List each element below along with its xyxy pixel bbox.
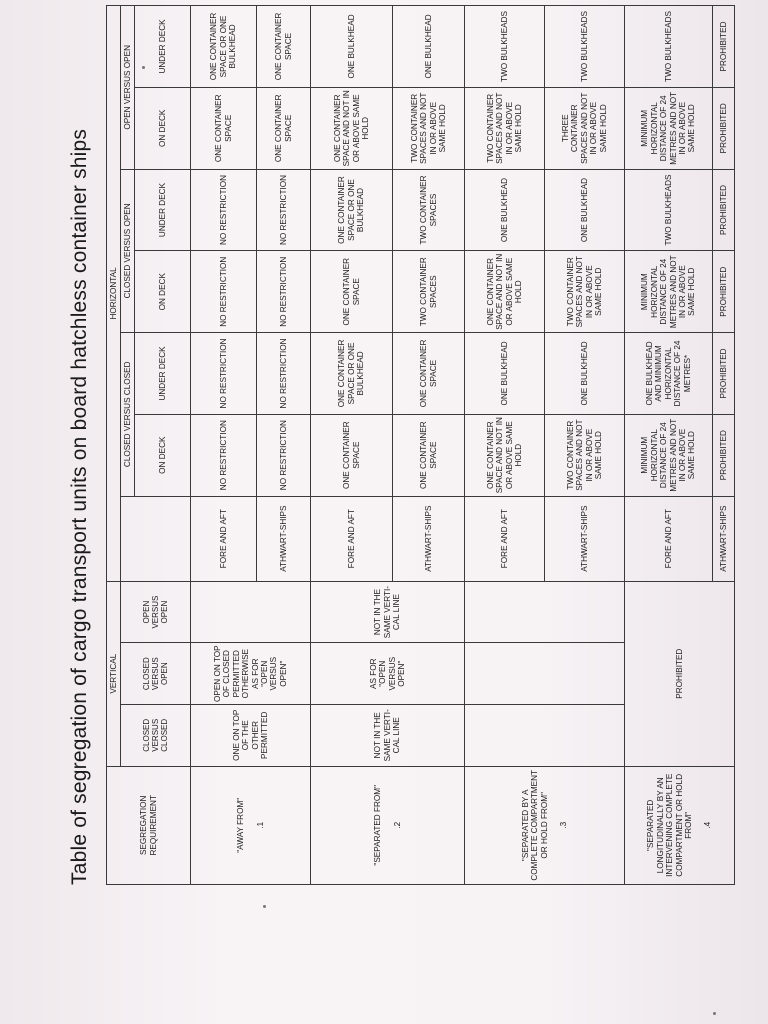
header-on-deck: ON DECK — [135, 87, 191, 169]
cell: ONE CONTAINER SPACE — [257, 6, 311, 88]
scan-speck — [263, 905, 266, 908]
requirement-number: .3 — [558, 821, 568, 829]
header-v-closed-closed: CLOSED VERSUS CLOSED — [121, 704, 191, 766]
cell: ONE BULKHEAD — [465, 169, 545, 251]
cell: NO RESTRICTION — [191, 414, 257, 496]
cell: ONE BULKHEAD — [393, 6, 465, 88]
header-under-deck: UNDER DECK — [135, 6, 191, 88]
cell: ONE CONTAINER SPACE AND NOT IN OR ABOVE SAME HOLD — [465, 414, 545, 496]
vertical-closed-closed-cell: ONE ON TOP OF THE OTHER PERMITTED — [191, 704, 311, 766]
direction-cell: FORE AND AFT — [311, 496, 393, 581]
direction-cell: ATHWART-SHIPS — [713, 496, 735, 581]
requirement-cell — [465, 766, 625, 884]
cell: TWO CONTAINER SPACES AND NOT IN OR ABOVE SAME HOLD — [465, 87, 545, 169]
vertical-closed-closed-cell — [465, 704, 625, 766]
header-under-deck: UNDER DECK — [135, 169, 191, 251]
table-row — [311, 6, 393, 885]
cell: PROHIBITED — [713, 251, 735, 333]
cell: TWO BULKHEADS — [625, 169, 713, 251]
direction-cell: FORE AND AFT — [465, 496, 545, 581]
cell: ONE BULKHEAD — [545, 333, 625, 415]
cell: TWO CONTAINER SPACES AND NOT IN OR ABOVE SAME HOLD — [545, 414, 625, 496]
requirement-label: "SEPARATED BY A COMPLETE COMPARTMENT OR HOLD FROM" — [520, 769, 549, 881]
cell: PROHIBITED — [713, 169, 735, 251]
cell: ONE CONTAINER SPACE OR ONE BULKHEAD — [191, 6, 257, 88]
vertical-prohibited-cell: PROHIBITED — [625, 581, 735, 766]
cell: ONE BULKHEAD — [311, 6, 393, 88]
cell: ONE BULKHEAD — [465, 333, 545, 415]
cell: ONE CONTAINER SPACE — [311, 414, 393, 496]
cell: NO RESTRICTION — [257, 169, 311, 251]
direction-cell: FORE AND AFT — [625, 496, 713, 581]
cell: ONE CONTAINER SPACE — [191, 87, 257, 169]
cell: PROHIBITED — [713, 414, 735, 496]
table-row — [625, 6, 713, 885]
vertical-closed-open-cell: AS FOR "OPEN VERSUS OPEN" — [311, 643, 465, 705]
cell: MINIMUM HORIZONTAL DISTANCE OF 24 METRES AND NOT IN OR ABOVE SAME HOLD — [625, 414, 713, 496]
header-h-closed-closed: CLOSED VERSUS CLOSED — [121, 333, 135, 496]
vertical-open-open-cell — [191, 581, 311, 643]
cell: TWO CONTAINER SPACES AND NOT IN OR ABOVE SAME HOLD — [393, 87, 465, 169]
segregation-table — [106, 5, 735, 885]
cell: NO RESTRICTION — [191, 333, 257, 415]
header-segregation-requirement: SEGREGATION REQUIREMENT — [107, 766, 191, 884]
cell: NO RESTRICTION — [191, 251, 257, 333]
cell: TWO CONTAINER SPACES — [393, 251, 465, 333]
cell: ONE CONTAINER SPACE OR ONE BULKHEAD — [311, 169, 393, 251]
cell: ONE CONTAINER SPACE — [311, 251, 393, 333]
header-under-deck: UNDER DECK — [135, 333, 191, 415]
cell: ONE CONTAINER SPACE OR ONE BULKHEAD — [311, 333, 393, 415]
cell: TWO CONTAINER SPACES — [393, 169, 465, 251]
cell: TWO BULKHEADS — [545, 6, 625, 88]
requirement-label: "SEPARATED FROM" — [373, 785, 383, 866]
direction-cell: ATHWART-SHIPS — [257, 496, 311, 581]
direction-cell: ATHWART-SHIPS — [545, 496, 625, 581]
cell: TWO BULKHEADS — [625, 6, 713, 88]
vertical-closed-open-cell — [465, 643, 625, 705]
cell: TWO CONTAINER SPACES AND NOT IN OR ABOVE SAME HOLD — [545, 251, 625, 333]
cell: ONE CONTAINER SPACE AND NOT IN OR ABOVE SAME HOLD — [311, 87, 393, 169]
cell: ONE CONTAINER SPACE — [393, 333, 465, 415]
cell: NO RESTRICTION — [257, 414, 311, 496]
cell: ONE BULKHEAD AND MINIMUM HORIZONTAL DISTANCE OF 24 METRES* — [625, 333, 713, 415]
cell: TWO BULKHEADS — [465, 6, 545, 88]
cell: MINIMUM HORIZONTAL DISTANCE OF 24 METRES AND NOT IN OR ABOVE SAME HOLD — [625, 87, 713, 169]
header-v-closed-open: CLOSED VERSUS OPEN — [121, 643, 191, 705]
cell: ONE CONTAINER SPACE — [257, 87, 311, 169]
cell: PROHIBITED — [713, 87, 735, 169]
header-h-closed-open: CLOSED VERSUS OPEN — [121, 169, 135, 332]
cell: NO RESTRICTION — [191, 169, 257, 251]
vertical-closed-closed-cell: NOT IN THE SAME VERTI-CAL LINE — [311, 704, 465, 766]
header-vertical: VERTICAL — [107, 581, 121, 766]
requirement-label: "AWAY FROM" — [236, 797, 246, 853]
direction-cell: FORE AND AFT — [191, 496, 257, 581]
header-v-open-open: OPEN VERSUS OPEN — [121, 581, 191, 643]
header-on-deck: ON DECK — [135, 251, 191, 333]
cell: PROHIBITED — [713, 6, 735, 88]
header-direction-blank — [121, 496, 191, 581]
cell: PROHIBITED — [713, 333, 735, 415]
table-row — [191, 6, 257, 885]
requirement-cell — [625, 766, 735, 884]
header-horizontal: HORIZONTAL — [107, 6, 121, 582]
cell: THREE CONTAINER SPACES AND NOT IN OR ABOVE SAME HOLD — [545, 87, 625, 169]
document-title: Table of segregation of cargo transport units on board hatchless container ships — [68, 128, 91, 885]
cell: NO RESTRICTION — [257, 251, 311, 333]
direction-cell: ATHWART-SHIPS — [393, 496, 465, 581]
cell: NO RESTRICTION — [257, 333, 311, 415]
header-on-deck: ON DECK — [135, 414, 191, 496]
cell: ONE BULKHEAD — [545, 169, 625, 251]
table-row — [465, 6, 545, 885]
requirement-cell — [311, 766, 465, 884]
requirement-number: .4 — [703, 821, 713, 829]
scan-speck — [713, 1012, 716, 1015]
vertical-open-open-cell — [465, 581, 625, 643]
requirement-cell — [191, 766, 311, 884]
header-h-open-open: OPEN VERSUS OPEN — [121, 6, 135, 170]
requirement-number: .2 — [392, 821, 402, 829]
rotated-document — [60, 5, 728, 885]
vertical-open-open-cell: NOT IN THE SAME VERTI-CAL LINE — [311, 581, 465, 643]
cell: ONE CONTAINER SPACE — [393, 414, 465, 496]
vertical-closed-open-cell: OPEN ON TOP OF CLOSED PERMITTED OTHERWISE AS FOR "OPEN VERSUS OPEN" — [191, 643, 311, 705]
cell: MINIMUM HORIZONTAL DISTANCE OF 24 METRES AND NOT IN OR ABOVE SAME HOLD — [625, 251, 713, 333]
requirement-number: .1 — [255, 821, 265, 829]
cell: ONE CONTAINER SPACE AND NOT IN OR ABOVE SAME HOLD — [465, 251, 545, 333]
requirement-label: "SEPARATED LONGITUDINALLY BY AN INTERVENING COMPLETE COMPARTMENT OR HOLD FROM" — [646, 773, 693, 877]
